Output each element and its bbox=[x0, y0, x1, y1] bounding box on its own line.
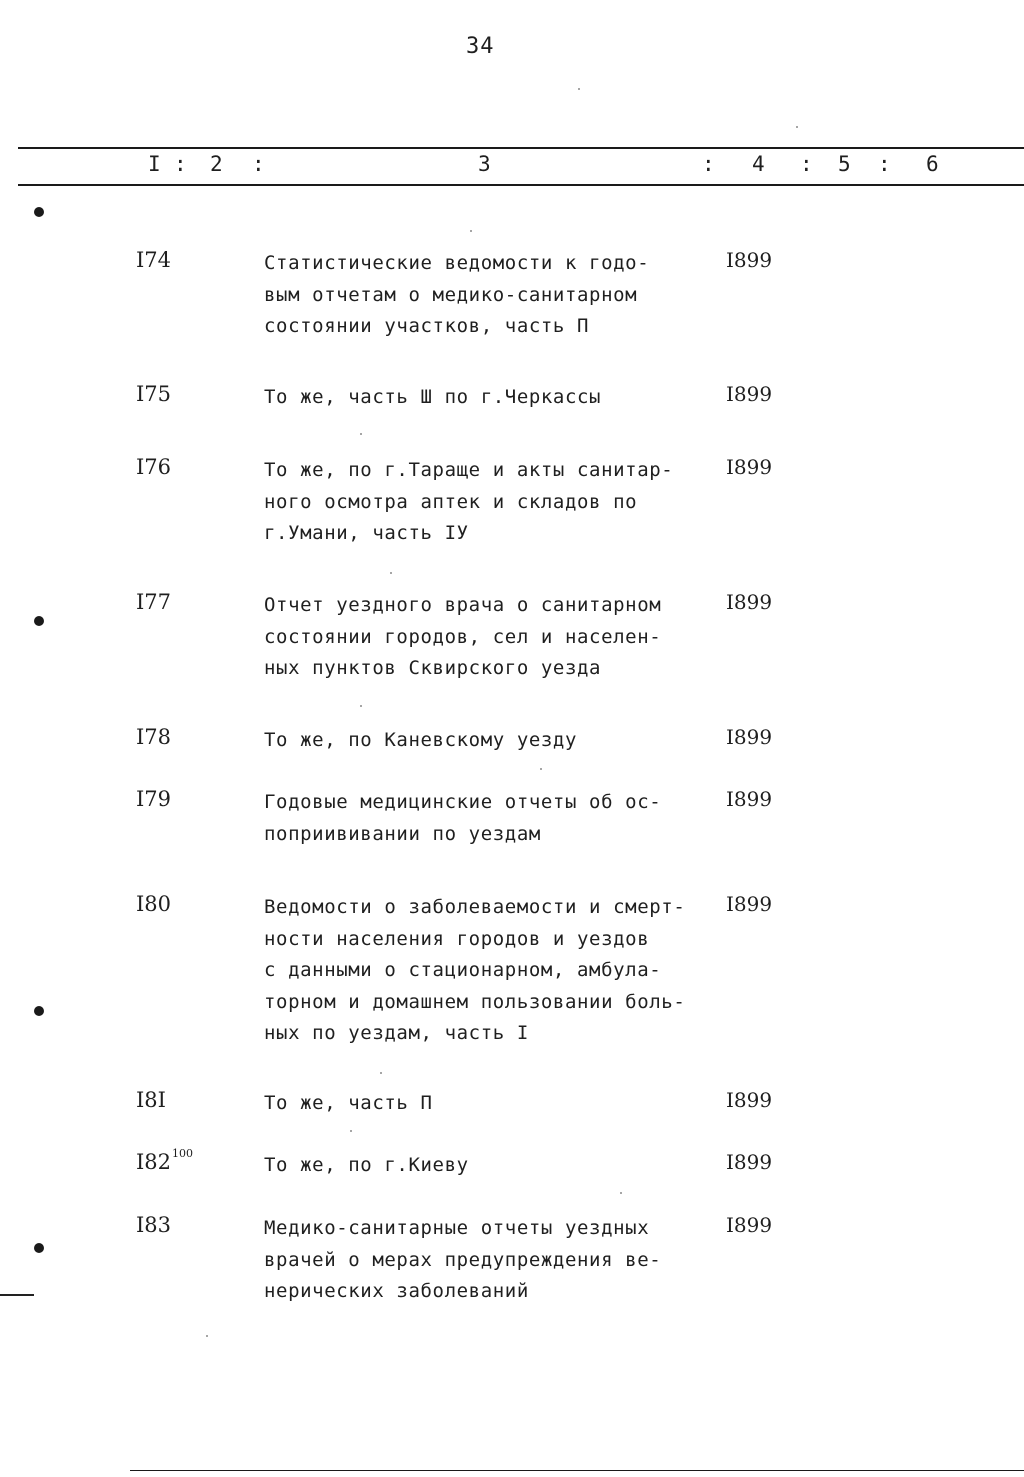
record-description: То же, по Каневскому уезду bbox=[264, 729, 578, 751]
record-description: То же, часть П bbox=[264, 1092, 433, 1114]
record-year: I899 bbox=[726, 725, 773, 749]
binder-hole-mark bbox=[34, 1243, 44, 1253]
record-description: Ведомости о заболеваемости и смерт- ности населения городов и уездов с данными о стационарном, амбула- торном и домашнем пользовании боль- ных по уездам, часть I bbox=[264, 896, 686, 1044]
record-number: I8I bbox=[136, 1088, 166, 1112]
record-description: То же, по г.Тараще и акты санитар- ного осмотра аптек и складов по г.Умани, часть IУ bbox=[264, 459, 674, 544]
header-col-2: 2 bbox=[210, 152, 223, 176]
scan-speck bbox=[540, 768, 542, 770]
record-year: I899 bbox=[726, 590, 773, 614]
record-year: I899 bbox=[726, 1150, 773, 1174]
header-sep-1: : bbox=[174, 152, 187, 176]
record-year: I899 bbox=[726, 248, 773, 272]
record-description: Отчет уездного врача о санитарном состоянии городов, сел и населен- ных пунктов Сквирского уезда bbox=[264, 594, 662, 679]
scan-speck bbox=[360, 705, 362, 707]
scan-speck bbox=[360, 433, 362, 435]
page-bottom-rule bbox=[130, 1470, 1024, 1471]
record-number: $I82^{100}$ bbox=[136, 1147, 194, 1174]
header-sep-4: : bbox=[800, 152, 813, 176]
table-header-rule bbox=[18, 184, 1024, 186]
record-description: То же, по г.Киеву bbox=[264, 1154, 469, 1176]
record-year: I899 bbox=[726, 1213, 773, 1237]
binder-hole-mark bbox=[34, 616, 44, 626]
header-col-6: 6 bbox=[926, 152, 939, 176]
scan-speck bbox=[390, 572, 392, 574]
record-year: I899 bbox=[726, 455, 773, 479]
record-description: Годовые медицинские отчеты об ос- поприививании по уездам bbox=[264, 791, 662, 845]
page-number: 34 bbox=[466, 34, 495, 59]
scan-speck bbox=[620, 1192, 622, 1194]
record-number: I80 bbox=[136, 892, 172, 916]
binder-hole-mark bbox=[34, 207, 44, 217]
record-number: I77 bbox=[136, 590, 172, 614]
record-number: I74 bbox=[136, 248, 172, 272]
edge-mark bbox=[0, 1294, 34, 1296]
record-year: I899 bbox=[726, 787, 773, 811]
record-year: I899 bbox=[726, 1088, 773, 1112]
record-number: I76 bbox=[136, 455, 172, 479]
header-sep-5: : bbox=[878, 152, 891, 176]
header-col-5: 5 bbox=[838, 152, 851, 176]
header-sep-2: : bbox=[252, 152, 265, 176]
scan-speck bbox=[380, 1072, 382, 1074]
scan-speck bbox=[470, 230, 472, 232]
record-description: Медико-санитарные отчеты уездных врачей о мерах предупреждения ве- нерических заболеваний bbox=[264, 1217, 662, 1302]
record-number: I78 bbox=[136, 725, 172, 749]
record-number: I75 bbox=[136, 382, 172, 406]
header-col-4: 4 bbox=[752, 152, 765, 176]
binder-hole-mark bbox=[34, 1006, 44, 1016]
record-description: Статистические ведомости к годо- вым отчетам о медико-санитарном состоянии участков, часть П bbox=[264, 252, 650, 337]
record-number: I79 bbox=[136, 787, 172, 811]
scan-speck bbox=[796, 126, 798, 128]
scan-speck bbox=[350, 1130, 352, 1132]
table-top-rule bbox=[18, 147, 1024, 149]
scan-speck bbox=[578, 88, 580, 90]
record-year: I899 bbox=[726, 892, 773, 916]
header-sep-3: : bbox=[702, 152, 715, 176]
record-number: I83 bbox=[136, 1213, 172, 1237]
record-description: То же, часть Ш по г.Черкассы bbox=[264, 386, 602, 408]
header-col-1: I bbox=[148, 152, 161, 176]
header-col-3: 3 bbox=[478, 152, 491, 176]
record-year: I899 bbox=[726, 382, 773, 406]
scan-speck bbox=[206, 1335, 208, 1337]
